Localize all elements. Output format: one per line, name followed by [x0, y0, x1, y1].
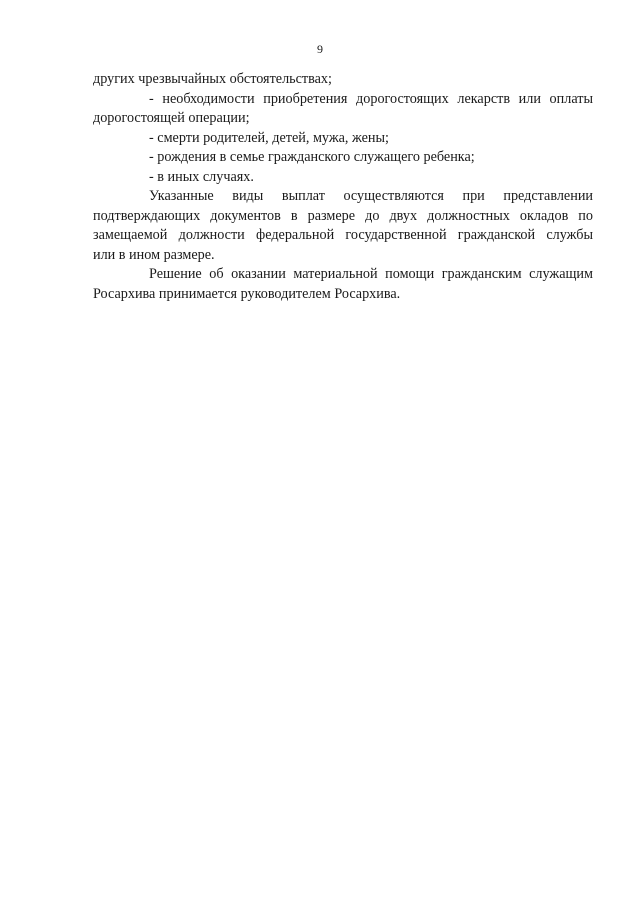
text-line: или в ином размере.: [93, 246, 215, 263]
text-line: других чрезвычайных обстоятельствах;: [93, 71, 332, 87]
list-item-death: - смерти родителей, детей, мужа, жены;: [149, 129, 389, 146]
list-item-medicine: - необходимости приобретения дорогостоящих лекарств или оплаты: [149, 90, 593, 107]
text-line: подтверждающих документов в размере до двух должностных окладов по: [93, 207, 593, 224]
document-body: [93, 70, 593, 304]
list-item-other: - в иных случаях.: [149, 168, 254, 185]
page-number: 9: [317, 42, 323, 56]
text-line: замещаемой должности федеральной государственной гражданской службы: [93, 227, 593, 243]
paragraph-decision-start: Решение об оказании материальной помощи гражданским служащим: [149, 266, 593, 282]
text-line: дорогостоящей операции;: [93, 110, 250, 126]
text-line: Росархива принимается руководителем Росархива.: [93, 285, 401, 302]
list-item-birth: - рождения в семье гражданского служащего ребенка;: [149, 149, 475, 165]
paragraph-payments-start: Указанные виды выплат осуществляются при представлении: [149, 188, 593, 204]
